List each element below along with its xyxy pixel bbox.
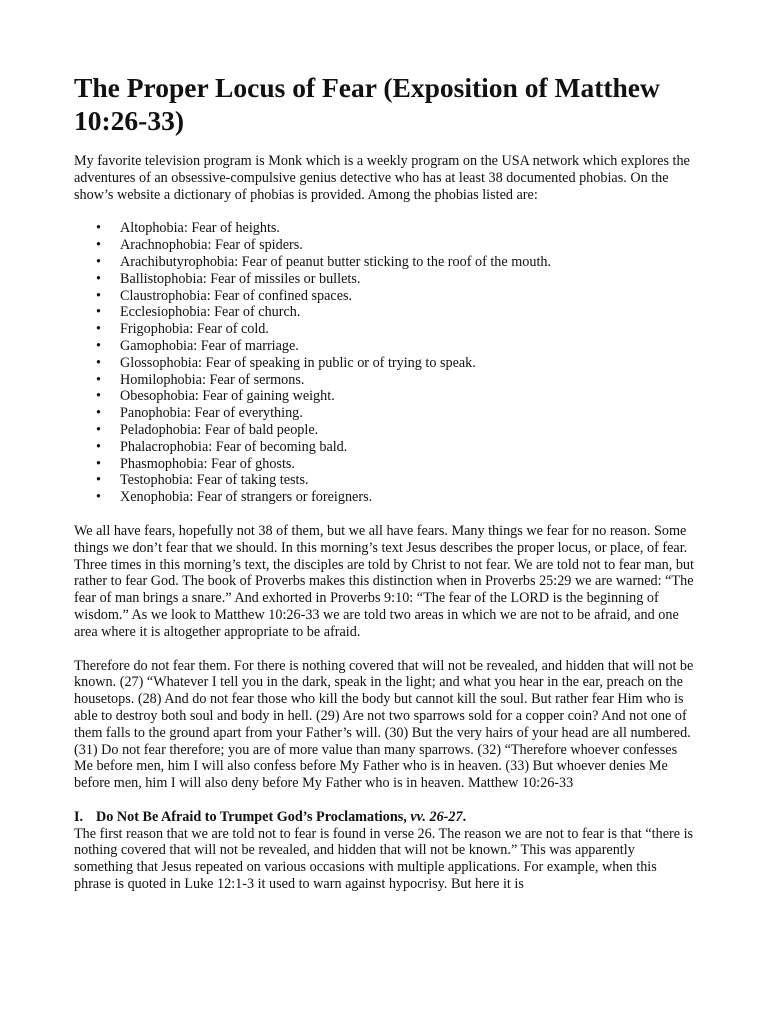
bullet-icon: • [96,337,101,354]
phobia-text: Frigophobia: Fear of cold. [120,321,269,338]
phobia-text: Arachibutyrophobia: Fear of peanut butter sticking to the roof of the mouth. [120,253,552,270]
section-number: I. [74,808,84,825]
phobia-list-item [74,439,694,456]
phobia-list-item [74,271,694,288]
phobia-text: Xenophobia: Fear of strangers or foreigners. [120,489,373,506]
section-body: The first reason that we are told not to fear is found in verse 26. The reason we are not to fear is that “there is nothing covered that will not be revealed, and hidden that will not be known.” This was apparently something that Jesus repeated on various occasions with multiple applications. For example, when this phrase is quoted in Luke 12:1-3 it used to warn against hypocrisy. But here it is [74,825,694,893]
phobia-list-item [74,456,694,473]
phobia-text: Phalacrophobia: Fear of becoming bald. [120,438,348,455]
phobia-list-item [74,254,694,271]
phobia-list-item [74,388,694,405]
phobia-text: Altophobia: Fear of heights. [120,220,280,237]
document-page [74,71,694,893]
phobia-list-item [74,472,694,489]
phobia-text: Ecclesiophobia: Fear of church. [120,304,301,321]
bullet-icon: • [96,388,101,405]
phobia-text: Gamophobia: Fear of marriage. [120,337,299,354]
section-heading-period: . [462,808,467,825]
phobia-text: Testophobia: Fear of taking tests. [120,472,309,489]
phobia-list-item [74,237,694,254]
phobia-text: Phasmophobia: Fear of ghosts. [120,455,295,472]
phobia-text: Glossophobia: Fear of speaking in public or of trying to speak. [120,354,476,371]
bullet-icon: • [96,321,101,338]
phobia-list-item [74,338,694,355]
phobia-text: Claustrophobia: Fear of confined spaces. [120,287,353,304]
bullet-icon: • [96,354,101,371]
bullet-icon: • [96,253,101,270]
bullet-icon: • [96,455,101,472]
bullet-icon: • [96,371,101,388]
phobia-list-item [74,288,694,305]
phobia-list-item [74,489,694,506]
phobia-text: Ballistophobia: Fear of missiles or bullets. [120,270,361,287]
phobia-text: Panophobia: Fear of everything. [120,405,303,422]
bullet-icon: • [96,438,101,455]
phobia-text: Obesophobia: Fear of gaining weight. [120,388,335,405]
section-verse-ref: vv. 26-27 [410,808,463,825]
bullet-icon: • [96,472,101,489]
phobia-text: Peladophobia: Fear of bald people. [120,421,319,438]
bullet-icon: • [96,237,101,254]
section-heading [74,809,694,826]
scripture-passage: Therefore do not fear them. For there is nothing covered that will not be revealed, and hidden that will not be known. (27) “Whatever I tell you in the dark, speak in the light; and what you hear in the ear, preach on the housetops. (28) And do not fear those who kill the body but cannot kill the soul. But rather fear Him who is able to destroy both soul and body in hell. (29) Are not two sparrows sold for a copper coin? And not one of them falls to the ground apart from your Father’s will. (30) But the very hairs of your head are all numbered. (31) Do not fear therefore; you are of more value than many sparrows. (32) “Therefore whoever confesses Me before men, him I will also confess before My Father who is in heaven. (33) But whoever denies Me before men, him I will also deny before My Father who is in heaven. Matthew 10:26-33 [74,657,694,792]
bullet-icon: • [96,304,101,321]
phobia-list-item [74,422,694,439]
phobia-list-item [74,372,694,389]
phobia-list-item [74,355,694,372]
bullet-icon: • [96,287,101,304]
bullet-icon: • [96,421,101,438]
phobia-list-item [74,304,694,321]
bullet-icon: • [96,405,101,422]
phobia-list-item [74,321,694,338]
phobia-list-item [74,405,694,422]
phobia-text: Homilophobia: Fear of sermons. [120,371,305,388]
page-title: The Proper Locus of Fear (Exposition of Matthew 10:26-33) [74,72,660,136]
phobia-list [74,220,694,506]
phobia-list-item [74,220,694,237]
body-paragraph-1: We all have fears, hopefully not 38 of them, but we all have fears. Many things we fear for no reason. Some things we don’t fear that we should. In this morning’s text Jesus describes the proper locus, or place, of fear. Three times in this morning’s text, the disciples are told by Christ to not fear. We are told not to fear man, but rather to fear God. The book of Proverbs makes this distinction when in Proverbs 25:29 we are warned: “The fear of man brings a snare.” And exhorted in Proverbs 9:10: “The fear of the LORD is the beginning of wisdom.” As we look to Matthew 10:26-33 we are told two areas in which we are not to be afraid, and one area where it is altogether appropriate to be afraid. [74,522,694,640]
intro-paragraph: My favorite television program is Monk which is a weekly program on the USA network which explores the adventures of an obsessive-compulsive genius detective who has at least 38 documented phobias. On the show’s website a dictionary of phobias is provided. Among the phobias listed are: [74,153,690,203]
bullet-icon: • [96,489,101,506]
phobia-text: Arachnophobia: Fear of spiders. [120,237,303,254]
bullet-icon: • [96,270,101,287]
section-heading-text: Do Not Be Afraid to Trumpet God’s Proclamations, [96,808,411,825]
bullet-icon: • [96,220,101,237]
